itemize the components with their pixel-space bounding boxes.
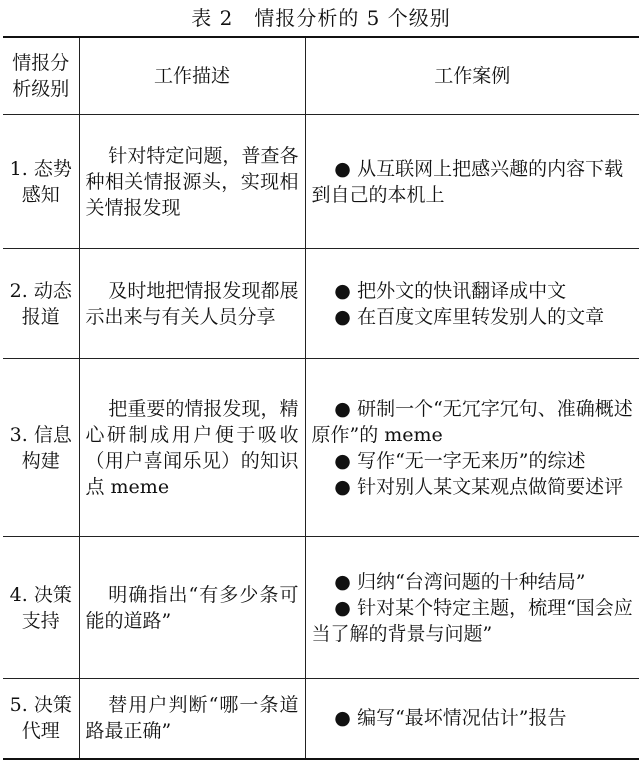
description-cell: 及时地把情报发现都展示出来与有关人员分享 — [79, 249, 305, 359]
case-text: 写作“无一字无来历”的综述 — [357, 449, 586, 472]
case-item — [312, 705, 634, 731]
description-cell: 替用户判断“哪一条道路最正确” — [79, 679, 305, 759]
header-description: 工作描述 — [79, 37, 305, 115]
bullet-icon: ● — [334, 570, 351, 593]
bullet-icon: ● — [334, 449, 351, 472]
case-item — [312, 595, 634, 647]
case-item — [312, 156, 634, 208]
header-row — [3, 37, 639, 115]
table-row — [3, 679, 639, 759]
case-text: 归纳“台湾问题的十种结局” — [357, 570, 586, 593]
bullet-icon: ● — [334, 305, 351, 328]
case-item — [312, 448, 634, 474]
bullet-icon: ● — [334, 397, 351, 420]
case-text: 针对别人某文某观点做简要述评 — [357, 475, 624, 498]
header-level: 情报分析级别 — [3, 37, 79, 115]
case-item — [312, 304, 634, 330]
level-cell: 5. 决策代理 — [3, 679, 79, 759]
table-row — [3, 537, 639, 679]
cases-cell — [305, 115, 639, 249]
level-cell: 2. 动态报道 — [3, 249, 79, 359]
table-caption: 表 2 情报分析的 5 个级别 — [191, 6, 451, 30]
bullet-icon: ● — [334, 279, 351, 302]
intelligence-levels-table — [3, 36, 639, 760]
level-cell: 3. 信息构建 — [3, 359, 79, 537]
bullet-icon: ● — [334, 596, 351, 619]
bullet-icon: ● — [334, 157, 351, 180]
description-cell: 把重要的情报发现，精心研制成用户便于吸收（用户喜闻乐见）的知识点 meme — [79, 359, 305, 537]
bullet-icon: ● — [334, 475, 351, 498]
cases-cell — [305, 537, 639, 679]
case-item — [312, 278, 634, 304]
cases-cell — [305, 249, 639, 359]
case-text: 编写“最坏情况估计”报告 — [357, 707, 567, 730]
case-item — [312, 569, 634, 595]
cases-cell — [305, 679, 639, 759]
level-cell: 4. 决策支持 — [3, 537, 79, 679]
case-text: 研制一个“无冗字冗句、准确概述原作”的 meme — [311, 397, 633, 446]
table-row — [3, 359, 639, 537]
header-cases: 工作案例 — [305, 37, 639, 115]
case-text: 把外文的快讯翻译成中文 — [357, 279, 567, 302]
description-cell: 明确指出“有多少条可能的道路” — [79, 537, 305, 679]
table-row — [3, 249, 639, 359]
case-text: 针对某个特定主题，梳理“国会应当了解的背景与问题” — [311, 596, 633, 645]
level-cell: 1. 态势感知 — [3, 115, 79, 249]
description-cell: 针对特定问题，普查各种相关情报源头，实现相关情报发现 — [79, 115, 305, 249]
case-text: 从互联网上把感兴趣的内容下载到自己的本机上 — [311, 157, 624, 206]
bullet-icon: ● — [334, 707, 351, 730]
table-row — [3, 115, 639, 249]
case-item — [312, 396, 634, 448]
case-item — [312, 474, 634, 500]
case-text: 在百度文库里转发别人的文章 — [357, 305, 605, 328]
cases-cell — [305, 359, 639, 537]
